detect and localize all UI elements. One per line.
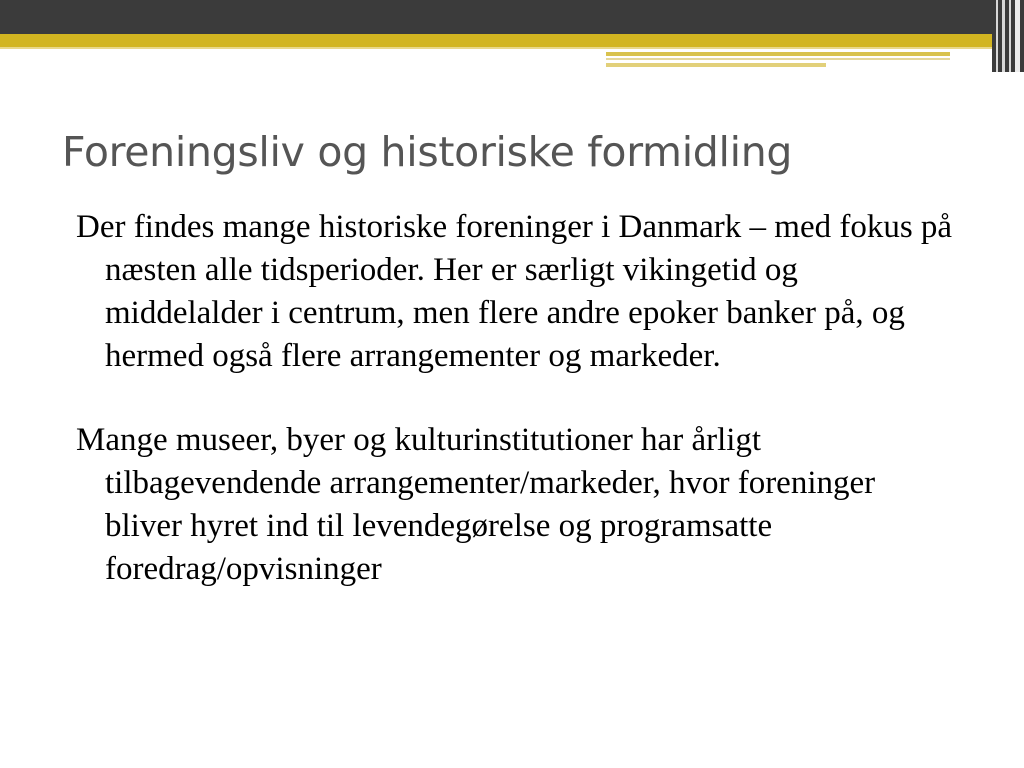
top-banner-gold — [0, 34, 1024, 47]
banner-bar — [1002, 0, 1005, 72]
body-paragraph-museer: Mange museer, byer og kulturinstitutioner har årligt tilbagevendende arrangementer/markeder, hvor foreninger bliver hyret ind til levendegørelse og programsatte foredrag/opvisninger — [76, 422, 876, 587]
banner-tab-stripe — [606, 63, 826, 67]
slide-title: Foreningsliv og historiske formidling — [62, 128, 793, 176]
banner-bar — [1015, 0, 1020, 72]
slide-body — [76, 206, 956, 632]
banner-tab-stripe — [606, 58, 950, 60]
banner-bar — [1009, 0, 1011, 72]
body-paragraph-foreninger: Der findes mange historiske foreninger i Danmark – med fokus på næsten alle tidsperioder. Her er særligt vikingetid og middelalder i centrum, men flere andre epoker banker på, og hermed også flere arrangementer og markeder. — [76, 209, 953, 374]
banner-vertical-bars — [992, 0, 1024, 72]
banner-bar — [996, 0, 998, 72]
top-banner-dark — [0, 0, 1024, 34]
banner-tab-stripe — [606, 52, 950, 56]
